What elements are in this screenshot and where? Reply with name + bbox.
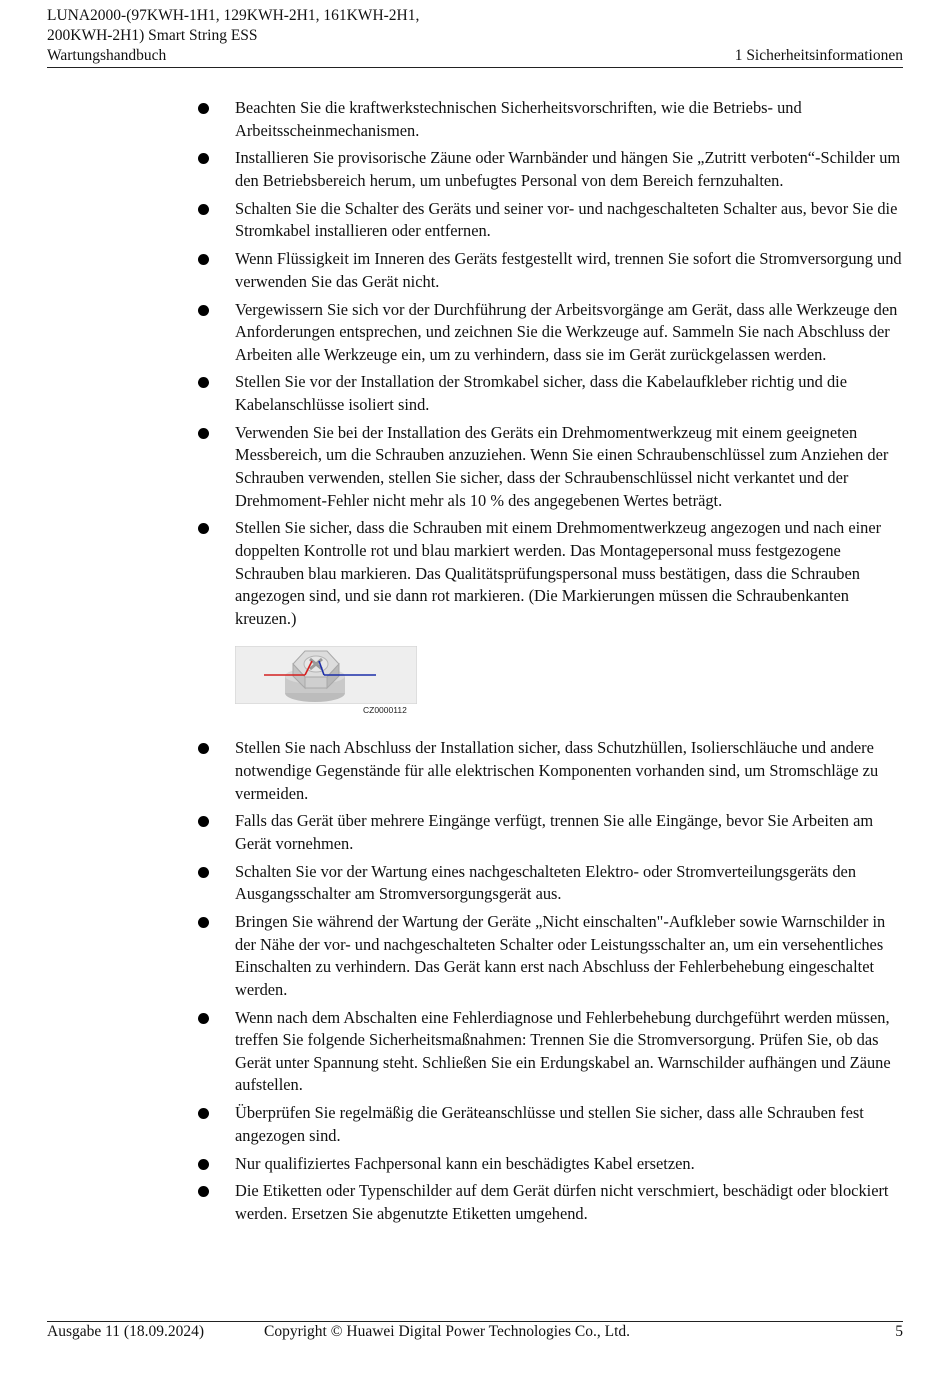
list-item-text: Wenn Flüssigkeit im Inneren des Geräts festgestellt wird, trennen Sie sofort die Stromversorgung und verwenden Sie das Gerät nicht. xyxy=(235,249,902,291)
list-item-text: Beachten Sie die kraftwerkstechnischen Sicherheitsvorschriften, wie die Betriebs- und Arbeitsscheinmechanismen. xyxy=(235,98,802,140)
list-item-text: Stellen Sie sicher, dass die Schrauben mit einem Drehmomentwerkzeug angezogen und nach einer doppelten Kontrolle rot und blau markiert werden. Das Montagepersonal muss festgezogene Schrauben blau markieren. Das Qualitätsprüfungspersonal muss bestätigen, dass die Schrauben angezogen sind, und sie dann rot markieren. (Die Markierungen müssen die Schraubenkanten kreuzen.) xyxy=(235,518,882,628)
bullet-icon xyxy=(198,1186,209,1197)
list-item xyxy=(196,97,906,142)
list-item xyxy=(196,198,906,243)
page-header xyxy=(47,6,903,66)
bullet-icon xyxy=(198,1108,209,1119)
list-item xyxy=(196,737,906,805)
list-item xyxy=(196,371,906,416)
list-item xyxy=(196,1102,906,1147)
list-item xyxy=(196,1180,906,1225)
list-item xyxy=(196,517,906,630)
bullet-icon xyxy=(198,204,209,215)
list-item-text: Nur qualifiziertes Fachpersonal kann ein beschädigtes Kabel ersetzen. xyxy=(235,1153,695,1173)
list-item xyxy=(196,147,906,192)
list-item-text: Bringen Sie während der Wartung der Geräte „Nicht einschalten"-Aufkleber sowie Warnschilder in der Nähe der vor- und nachgeschalteten Schalter oder Leistungsschalter an, um ein versehentliches Einschalten zu verhindern. Das Gerät kann erst nach Abschluss der Fehlerbehebung eingeschaltet werden. xyxy=(235,912,886,999)
list-item-text: Überprüfen Sie regelmäßig die Geräteanschlüsse und stellen Sie sicher, dass alle Schrauben fest angezogen sind. xyxy=(235,1103,864,1145)
bullet-icon xyxy=(198,743,209,754)
list-item-text: Verwenden Sie bei der Installation des Geräts ein Drehmomentwerkzeug mit einem geeigneten Messbereich, um die Schrauben anzuziehen. Wenn Sie einen Schraubenschlüssel zum Anziehen der Schrauben verwenden, stellen Sie sicher, dass der Schraubenschlüssel nicht verkantet und der Drehmoment-Fehler nicht mehr als 10 % des angegebenen Wertes beträgt. xyxy=(235,422,889,510)
list-item-text: Schalten Sie die Schalter des Geräts und seiner vor- und nachgeschalteten Schalter aus, bevor Sie die Stromkabel installieren oder entfernen. xyxy=(235,198,898,241)
bullet-icon xyxy=(198,917,209,928)
bullet-icon xyxy=(198,523,209,534)
list-item xyxy=(196,248,906,293)
safety-list-1 xyxy=(196,97,906,630)
list-item-text: Installieren Sie provisorische Zäune oder Warnbänder und hängen Sie „Zutritt verboten“-Schilder um den Betriebsbereich herum, um unbefugtes Personal von dem Bereich fernzuhalten. xyxy=(235,148,901,190)
bullet-icon xyxy=(198,377,209,388)
safety-list-2 xyxy=(196,737,906,1225)
chapter-title: 1 Sicherheitsinformationen xyxy=(734,47,903,64)
bullet-icon xyxy=(198,1159,209,1170)
product-title-line-2: 200KWH-2H1) Smart String ESS xyxy=(47,27,258,44)
page-number: 5 xyxy=(895,1323,903,1340)
page-content xyxy=(196,97,906,1231)
edition-date: Ausgabe 11 (18.09.2024) xyxy=(47,1323,204,1340)
list-item xyxy=(196,911,906,1001)
list-item xyxy=(196,422,906,512)
list-item xyxy=(196,861,906,906)
bullet-icon xyxy=(198,1013,209,1024)
bullet-icon xyxy=(198,254,209,265)
list-item xyxy=(196,810,906,855)
bullet-icon xyxy=(198,816,209,827)
list-item-text: Vergewissern Sie sich vor der Durchführung der Arbeitsvorgänge am Gerät, dass alle Werkzeuge den Anforderungen entsprechen, und zeichnen Sie die Werkzeuge auf. Sammeln Sie nach Abschluss der Arbeiten alle Werkzeuge ein, um zu verhindern, dass sie im Gerät zurückgelassen werden. xyxy=(235,299,898,364)
bullet-icon xyxy=(198,428,209,439)
list-item xyxy=(196,1153,906,1176)
list-item-text: Wenn nach dem Abschalten eine Fehlerdiagnose und Fehlerbehebung durchgeführt werden müssen, treffen Sie folgende Sicherheitsmaßnahmen: Trennen Sie die Stromversorgung. Prüfen Sie, ob das Gerät unter Spannung steht. Schließen Sie ein Erdungskabel an. Warnschilder aufhängen und Zäune aufstellen. xyxy=(235,1007,891,1095)
bullet-icon xyxy=(198,103,209,114)
figure-id-label: CZ0000112 xyxy=(363,705,407,716)
list-item-text: Schalten Sie vor der Wartung eines nachgeschalteten Elektro- oder Stromverteilungsgeräts den Ausgangsschalter am Stromversorgungsgerät aus. xyxy=(235,861,857,904)
list-item-text: Falls das Gerät über mehrere Eingänge verfügt, trennen Sie alle Eingänge, bevor Sie Arbeiten am Gerät vornehmen. xyxy=(235,811,874,853)
list-item-text: Die Etiketten oder Typenschilder auf dem Gerät dürfen nicht verschmiert, beschädigt oder blockiert werden. Ersetzen Sie abgenutzte Etiketten umgehend. xyxy=(235,1181,889,1223)
bullet-icon xyxy=(198,305,209,316)
header-row xyxy=(47,46,903,66)
screw-marking-illustration-icon xyxy=(235,646,417,704)
document-type: Wartungshandbuch xyxy=(47,47,167,64)
header-divider xyxy=(47,67,903,68)
screw-marking-figure xyxy=(235,646,425,715)
list-item-text: Stellen Sie nach Abschluss der Installation sicher, dass Schutzhüllen, Isolierschläuche und andere notwendige Gegenstände für alle elektrischen Komponenten vorhanden sind, um Stromschläge zu vermeiden. xyxy=(235,738,879,803)
list-item xyxy=(196,299,906,367)
product-title-line-1: LUNA2000-(97KWH-1H1, 129KWH-2H1, 161KWH-2H1, xyxy=(47,7,420,24)
copyright-notice: Copyright © Huawei Digital Power Technologies Co., Ltd. xyxy=(264,1323,630,1340)
list-item-text: Stellen Sie vor der Installation der Stromkabel sicher, dass die Kabelaufkleber richtig und die Kabelanschlüsse isoliert sind. xyxy=(235,372,847,415)
list-item xyxy=(196,1007,906,1097)
bullet-icon xyxy=(198,153,209,164)
bullet-icon xyxy=(198,867,209,878)
